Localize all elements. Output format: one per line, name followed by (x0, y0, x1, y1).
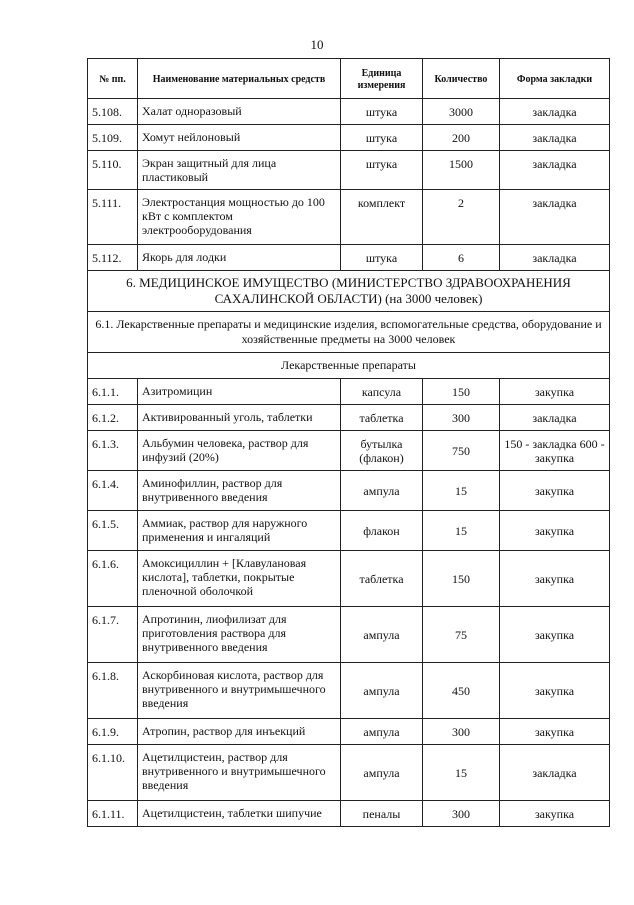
row-quantity: 750 (423, 431, 500, 471)
row-unit: флакон (341, 511, 423, 551)
row-number: 6.1.2. (88, 405, 138, 431)
row-name: Экран защитный для лица пластиковый (138, 151, 341, 190)
row-name: Альбумин человека, раствор для инфузий (20%) (138, 431, 341, 471)
row-unit: ампула (341, 607, 423, 663)
row-form: закладка (500, 405, 610, 431)
row-number: 6.1.3. (88, 431, 138, 471)
row-name: Апротинин, лиофилизат для приготовления раствора для внутривенного введения (138, 607, 341, 663)
table-row (88, 801, 610, 827)
row-unit: пеналы (341, 801, 423, 827)
row-form: закупка (500, 801, 610, 827)
row-quantity: 200 (423, 125, 500, 151)
table-header-row (88, 59, 610, 99)
table-row (88, 607, 610, 663)
row-number: 5.108. (88, 99, 138, 125)
row-number: 6.1.6. (88, 551, 138, 607)
materials-table (87, 58, 610, 827)
row-unit: штука (341, 151, 423, 190)
row-quantity: 150 (423, 379, 500, 405)
row-form: закладка (500, 151, 610, 190)
row-form: закупка (500, 379, 610, 405)
table-row (88, 151, 610, 190)
row-unit: ампула (341, 663, 423, 719)
row-unit: штука (341, 125, 423, 151)
row-unit: штука (341, 245, 423, 271)
row-form: 150 - закладка 600 - закупка (500, 431, 610, 471)
row-quantity: 2 (423, 190, 500, 245)
row-unit: бутылка (флакон) (341, 431, 423, 471)
section-title: 6. МЕДИЦИНСКОЕ ИМУЩЕСТВО (МИНИСТЕРСТВО ЗДРАВООХРАНЕНИЯ САХАЛИНСКОЙ ОБЛАСТИ) (на 3000 человек) (88, 271, 610, 312)
section-row (88, 271, 610, 312)
table-row (88, 405, 610, 431)
row-name: Аммиак, раствор для наружного применения и ингаляций (138, 511, 341, 551)
header-form: Форма закладки (500, 59, 610, 99)
row-quantity: 300 (423, 719, 500, 745)
table-row (88, 511, 610, 551)
row-quantity: 3000 (423, 99, 500, 125)
row-unit: капсула (341, 379, 423, 405)
row-form: закладка (500, 125, 610, 151)
table-row (88, 125, 610, 151)
row-number: 6.1.8. (88, 663, 138, 719)
header-qty: Количество (423, 59, 500, 99)
row-quantity: 6 (423, 245, 500, 271)
row-quantity: 300 (423, 801, 500, 827)
row-form: закупка (500, 511, 610, 551)
table-row (88, 379, 610, 405)
subsection-row (88, 312, 610, 353)
header-num: № пп. (88, 59, 138, 99)
row-number: 5.111. (88, 190, 138, 245)
row-name: Аскорбиновая кислота, раствор для внутривенного и внутримышечного введения (138, 663, 341, 719)
row-name: Электростанция мощностью до 100 кВт с комплектом электрооборудования (138, 190, 341, 245)
row-number: 5.112. (88, 245, 138, 271)
row-name: Ацетилцистеин, таблетки шипучие (138, 801, 341, 827)
table-row (88, 663, 610, 719)
row-form: закупка (500, 719, 610, 745)
row-quantity: 15 (423, 745, 500, 801)
row-name: Якорь для лодки (138, 245, 341, 271)
row-number: 6.1.4. (88, 471, 138, 511)
row-form: закупка (500, 471, 610, 511)
row-quantity: 300 (423, 405, 500, 431)
row-unit: таблетка (341, 551, 423, 607)
row-form: закладка (500, 190, 610, 245)
table-row (88, 745, 610, 801)
row-number: 6.1.11. (88, 801, 138, 827)
category-row (88, 353, 610, 379)
subsection-title: 6.1. Лекарственные препараты и медицинские изделия, вспомогательные средства, оборудование и хозяйственные предметы на 3000 человек (88, 312, 610, 353)
row-number: 5.109. (88, 125, 138, 151)
page-number: 10 (310, 37, 324, 52)
row-unit: комплект (341, 190, 423, 245)
row-name: Азитромицин (138, 379, 341, 405)
row-form: закупка (500, 551, 610, 607)
row-number: 6.1.7. (88, 607, 138, 663)
row-name: Хомут нейлоновый (138, 125, 341, 151)
row-name: Амоксициллин + [Клавулановая кислота], таблетки, покрытые пленочной оболочкой (138, 551, 341, 607)
row-name: Активированный уголь, таблетки (138, 405, 341, 431)
table-row (88, 190, 610, 245)
table-row (88, 471, 610, 511)
table-row (88, 245, 610, 271)
row-number: 6.1.5. (88, 511, 138, 551)
row-unit: ампула (341, 471, 423, 511)
row-quantity: 150 (423, 551, 500, 607)
row-number: 6.1.10. (88, 745, 138, 801)
category-title: Лекарственные препараты (88, 353, 610, 379)
row-form: закладка (500, 99, 610, 125)
header-unit: Единица измерения (341, 59, 423, 99)
row-form: закладка (500, 245, 610, 271)
row-unit: штука (341, 99, 423, 125)
table-row (88, 719, 610, 745)
row-quantity: 450 (423, 663, 500, 719)
row-form: закупка (500, 607, 610, 663)
row-unit: ампула (341, 719, 423, 745)
row-form: закупка (500, 663, 610, 719)
row-form: закладка (500, 745, 610, 801)
table-row (88, 551, 610, 607)
row-unit: ампула (341, 745, 423, 801)
header-name: Наименование материальных средств (138, 59, 341, 99)
row-quantity: 15 (423, 511, 500, 551)
row-number: 5.110. (88, 151, 138, 190)
row-name: Атропин, раствор для инъекций (138, 719, 341, 745)
row-name: Аминофиллин, раствор для внутривенного введения (138, 471, 341, 511)
row-quantity: 1500 (423, 151, 500, 190)
row-quantity: 15 (423, 471, 500, 511)
row-name: Ацетилцистеин, раствор для внутривенного и внутримышечного введения (138, 745, 341, 801)
row-number: 6.1.9. (88, 719, 138, 745)
row-name: Халат одноразовый (138, 99, 341, 125)
row-quantity: 75 (423, 607, 500, 663)
table-row (88, 99, 610, 125)
table-row (88, 431, 610, 471)
row-number: 6.1.1. (88, 379, 138, 405)
row-unit: таблетка (341, 405, 423, 431)
